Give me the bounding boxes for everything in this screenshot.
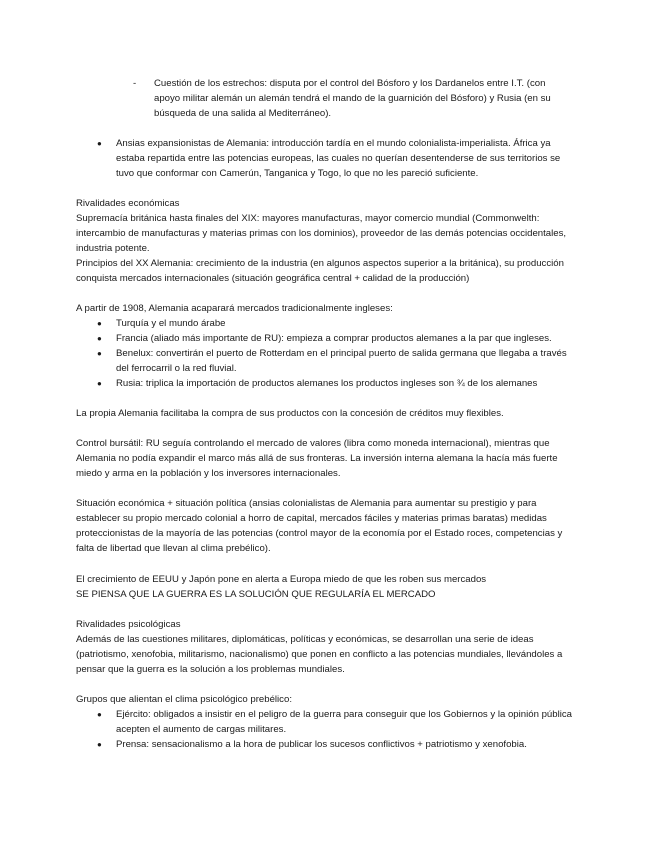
text-line: apoyo militar alemán un alemán tendrá el mando de la guarnición del Bósforo) y Rusia (en su	[154, 93, 551, 104]
text-line: Además de las cuestiones militares, diplomáticas, políticas y económicas, se desarrollan una serie de ideas	[76, 634, 534, 645]
bullet-marker: ●	[97, 710, 102, 719]
text-line: acepten el aumento de cargas militares.	[116, 724, 287, 735]
section-psychological-rivalries	[76, 617, 580, 677]
paragraph-intro: Grupos que alientan el clima psicológico prebélico:	[76, 694, 292, 705]
text-line: Alemania no podía expandir el marco más allá de sus fronteras. La inversión interna alemana la hacía más fuerte	[76, 453, 558, 464]
text-line: falta de libertad que llevan al clima prebélico).	[76, 543, 271, 554]
bullet-marker: ●	[97, 334, 102, 343]
section-groups	[76, 692, 580, 752]
bullet-item-press	[76, 737, 580, 752]
section-heading: Rivalidades económicas	[76, 198, 180, 209]
section-economic-rivalries	[76, 196, 580, 286]
text-line: del ferrocarril o la red fluvial.	[116, 363, 237, 374]
text-line: pensar que la guerra es la solución a los problemas mundiales.	[76, 664, 345, 675]
dash-marker: -	[133, 78, 137, 89]
bullet-item-benelux	[76, 346, 580, 376]
bullet-marker: ●	[97, 139, 102, 148]
section-heading: Rivalidades psicológicas	[76, 619, 181, 630]
text-line: conquista mercados internacionales (situación geográfica central + calidad de la producción)	[76, 273, 470, 284]
bullet-item-army	[76, 707, 580, 737]
text-line: Ansias expansionistas de Alemania: introducción tardía en el mundo colonialista-imperialista. África ya	[116, 138, 551, 149]
text-line: Turquía y el mundo árabe	[116, 318, 226, 329]
text-line: intercambio de manufacturas y materias primas con los dominios), proveedor de las demás potencias occidentales,	[76, 228, 567, 239]
text-line: Rusia: triplica la importación de productos alemanes los productos ingleses son ¾ de los alemanes	[116, 378, 538, 389]
text-line: Prensa: sensacionalismo a la hora de publicar los sucesos conflictivos + patriotismo y xenofobia.	[116, 739, 527, 750]
text-line: El crecimiento de EEUU y Japón pone en alerta a Europa miedo de que les roben sus mercados	[76, 574, 487, 585]
text-line: proteccionistas de la mayoría de las potencias (control mayor de la economía por el Estado roces, competencias y	[76, 528, 563, 539]
text-line: Benelux: convertirán el puerto de Rotterdam en el principal puerto de salida germana que llegaba a través	[116, 348, 567, 359]
bullet-item-russia	[76, 376, 580, 391]
text-line: Supremacía británica hasta finales del XIX: mayores manufacturas, mayor comercio mundial (Commonwelth:	[76, 213, 540, 224]
bullet-marker: ●	[97, 740, 102, 749]
text-line: Ejército: obligados a insistir en el peligro de la guerra para conseguir que los Gobiernos y la opinión pública	[116, 709, 572, 720]
bullet-marker: ●	[97, 349, 102, 358]
bullet-item-turkey	[76, 316, 580, 331]
paragraph-intro: A partir de 1908, Alemania acaparará mercados tradicionalmente ingleses:	[76, 303, 393, 314]
text-line: búsqueda de una salida al Mediterráneo).	[154, 108, 332, 119]
dash-list-item-straits	[133, 76, 573, 121]
paragraph-usa-japan	[76, 572, 580, 602]
bullet-item-expansion	[76, 136, 620, 181]
text-line: industria potente.	[76, 243, 150, 254]
text-line: miedo y arma en la población y los inversores internacionales.	[76, 468, 341, 479]
text-line: establecer su propio mercado colonial a horro de capital, mercados fáciles y materias primas baratas) medidas	[76, 513, 547, 524]
text-line: Principios del XX Alemania: crecimiento de la industria (en algunos aspectos superior a la británica), su producción	[76, 258, 564, 269]
bullet-marker: ●	[97, 379, 102, 388]
bullet-marker: ●	[97, 319, 102, 328]
text-line: SE PIENSA QUE LA GUERRA ES LA SOLUCIÓN QUE REGULARÍA EL MERCADO	[76, 589, 436, 600]
paragraph-stock-control	[76, 436, 580, 481]
text-line: La propia Alemania facilitaba la compra de sus productos con la concesión de créditos muy flexibles.	[76, 408, 504, 419]
text-line: Control bursátil: RU seguía controlando el mercado de valores (libra como moneda internacional), mientras que	[76, 438, 550, 449]
text-line: Cuestión de los estrechos: disputa por el control del Bósforo y los Dardanelos entre I.T. (con	[154, 78, 546, 89]
text-line: Situación económica + situación política (ansias colonialistas de Alemania para aumentar su prestigio y para	[76, 498, 537, 509]
text-line: Francia (aliado más importante de RU): empieza a comprar productos alemanes a la par que ingleses.	[116, 333, 552, 344]
section-markets	[76, 301, 580, 391]
text-line: (patriotismo, xenofobia, militarismo, nacionalismo) que ponen en conflicto a las potencias mundiales, llevándoles a	[76, 649, 563, 660]
text-line: tuvo que conformar con Camerún, Tanganica y Togo, lo que no les pareció suficiente.	[116, 168, 479, 179]
text-line: estaba repartida entre las potencias europeas, las cuales no querían desentenderse de sus territorios se	[116, 153, 561, 164]
paragraph-situation	[76, 496, 580, 556]
bullet-item-france	[76, 331, 580, 346]
paragraph-credit	[76, 406, 580, 421]
